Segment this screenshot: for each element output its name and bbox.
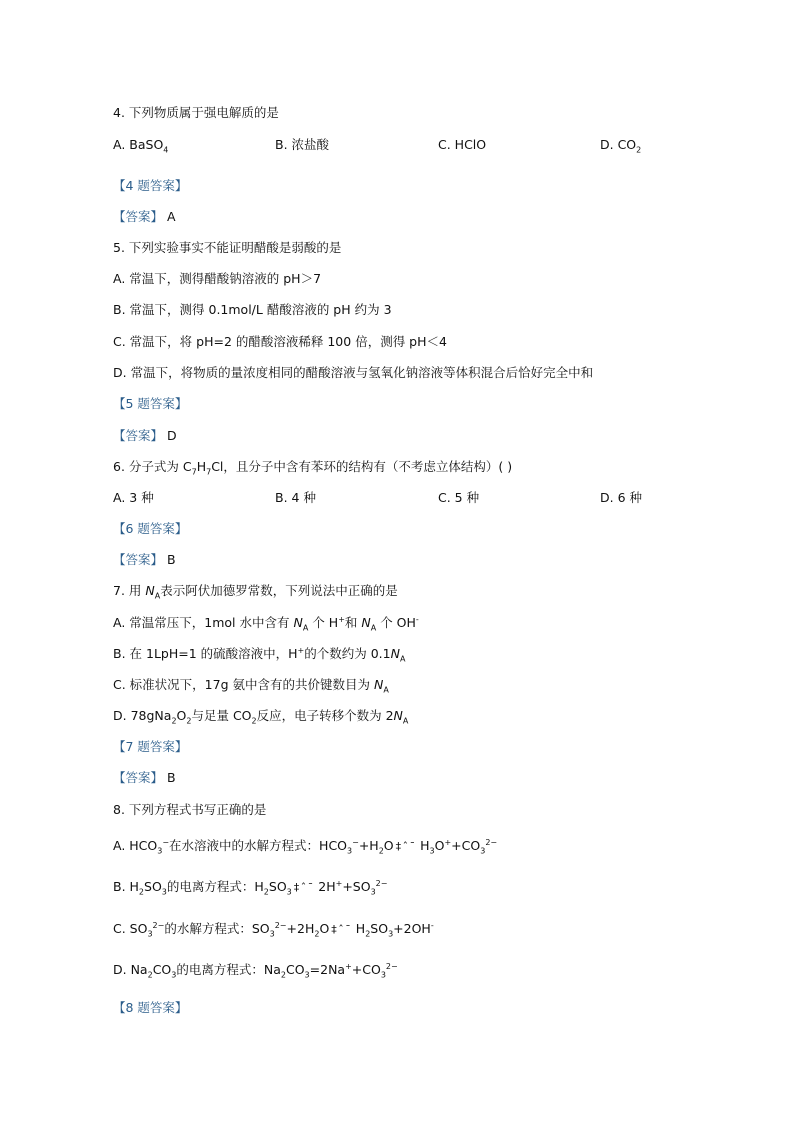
q4-answer: 【答案】 A [113,209,176,224]
q5-option-a: A. 常温下，测得醋酸钠溶液的 pH＞7 [113,271,322,286]
q4-option-c: C. HClO [438,137,487,152]
q5-answer: 【答案】 D [113,428,177,443]
q8-option-d: D. $Na_2CO_3$的电离方程式：$Na_2CO_3=2Na^++CO_3^{2-}$ [113,961,398,980]
q6-option-c: C. 5 种 [438,490,480,505]
q8-answer-header: 【8 题答案】 [113,1000,188,1015]
q6-answer-header: 【6 题答案】 [113,521,188,536]
q7-answer: 【答案】 B [113,770,176,785]
reversible-arrow-icon: ‡ ˆ ˉ [293,881,313,894]
q4-stem: 4. 下列物质属于强电解质的是 [113,105,279,120]
q8-option-a: A. $HCO_3^-$在水溶液中的水解方程式：$HCO_3^-+H_2O$ ‡ ˆ ˉ $H_3O^++CO_3^{2-}$ [113,837,498,856]
reversible-arrow-icon: ‡ ˆ ˉ [331,923,350,936]
reversible-arrow-icon: ‡ ˆ ˉ [395,840,415,853]
q7-option-a: A. 常温常压下，1mol 水中含有 $N_A$ 个 H+和 $N_A$ 个 OH- [113,614,419,633]
q4-option-a: A. BaSO$_4$ [113,137,169,155]
q4-option-b: B. 浓盐酸 [275,137,330,152]
q5-option-b: B. 常温下，测得 0.1mol/L 醋酸溶液的 pH 约为 3 [113,302,392,317]
q5-answer-header: 【5 题答案】 [113,396,188,411]
q7-stem: 7. 用 $N_A$表示阿伏加德罗常数，下列说法中正确的是 [113,583,398,601]
q4-option-d: D. $CO_2$ [600,137,642,155]
q6-option-d: D. 6 种 [600,490,642,505]
q7-answer-header: 【7 题答案】 [113,739,188,754]
q6-stem: 6. 分子式为 $C_7H_7Cl$，且分子中含有苯环的结构有（不考虑立体结构）( ) [113,459,513,477]
q7-option-d: D. $78gNa_2O_2$与足量 $CO_2$反应，电子转移个数为 $2N_A$ [113,708,409,726]
q6-option-b: B. 4 种 [275,490,316,505]
q4-answer-header: 【4 题答案】 [113,178,188,193]
q8-stem: 8. 下列方程式书写正确的是 [113,802,267,817]
q6-option-a: A. 3 种 [113,490,154,505]
q5-stem: 5. 下列实验事实不能证明醋酸是弱酸的是 [113,240,342,255]
q8-option-c: C. $SO_3^{2-}$的水解方程式：$SO_3^{2-}+2H_2O$ ‡ ˆ ˉ $H_2SO_3+2OH^-$ [113,920,434,939]
q5-option-c: C. 常温下，将 pH=2 的醋酸溶液稀释 100 倍，测得 pH＜4 [113,334,447,349]
q6-answer: 【答案】 B [113,552,176,567]
q7-option-b: B. 在 1LpH=1 的硫酸溶液中，H+的个数约为 $0.1N_A$ [113,645,406,664]
q8-option-b: B. $H_2SO_3$的电离方程式：$H_2SO_3$ ‡ ˆ ˉ $2H^++SO_3^{2-}$ [113,878,388,897]
q7-option-c: C. 标准状况下，17g 氨中含有的共价键数目为 $N_A$ [113,677,389,695]
q5-option-d: D. 常温下，将物质的量浓度相同的醋酸溶液与氢氧化钠溶液等体积混合后恰好完全中和 [113,365,594,380]
